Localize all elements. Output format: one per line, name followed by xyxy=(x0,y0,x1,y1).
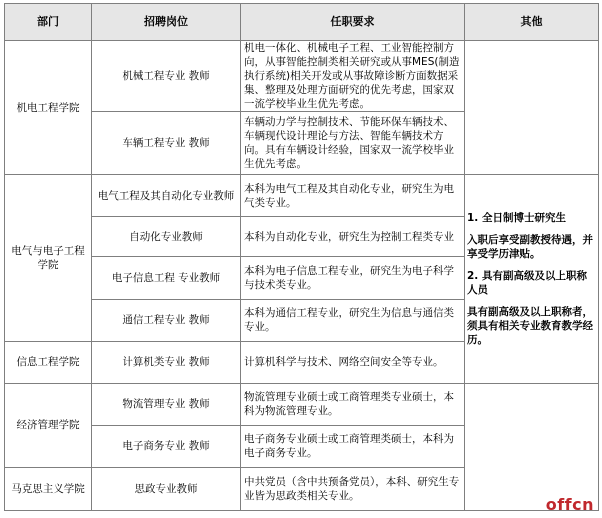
requirement-cell: 电子商务专业硕士或工商管理类硕士，本科为电子商务专业。 xyxy=(241,425,465,467)
watermark-logo: offcn xyxy=(545,495,594,514)
department-cell: 信息工程学院 xyxy=(5,341,92,383)
department-cell: 机电工程学院 xyxy=(5,41,92,175)
other-line-3: 2. 具有副高级及以上职称人员 xyxy=(467,269,587,296)
position-cell: 自动化专业教师 xyxy=(92,217,241,257)
recruitment-table xyxy=(4,3,599,511)
position-cell: 电气工程及其自动化专业教师 xyxy=(92,175,241,217)
header-position: 招聘岗位 xyxy=(92,4,241,41)
other-cell xyxy=(465,175,599,383)
position-cell: 电子商务专业 教师 xyxy=(92,425,241,467)
other-line-1: 1. 全日制博士研究生 xyxy=(467,211,566,224)
department-cell: 马克思主义学院 xyxy=(5,467,92,510)
position-cell: 车辆工程专业 教师 xyxy=(92,112,241,175)
position-cell: 物流管理专业 教师 xyxy=(92,383,241,425)
position-cell: 电子信息工程 专业教师 xyxy=(92,257,241,299)
position-cell: 通信工程专业 教师 xyxy=(92,299,241,341)
table-row xyxy=(5,41,599,112)
department-cell: 经济管理学院 xyxy=(5,383,92,467)
header-row xyxy=(5,4,599,41)
other-line-4: 具有副高级及以上职称者，须具有相关专业教育教学经历。 xyxy=(467,305,593,346)
requirement-cell: 物流管理专业硕士或工商管理类专业硕士，本科为物流管理专业。 xyxy=(241,383,465,425)
position-cell: 计算机类专业 教师 xyxy=(92,341,241,383)
requirement-cell: 本科为电子信息工程专业，研究生为电子科学与技术类专业。 xyxy=(241,257,465,299)
table-row xyxy=(5,383,599,425)
header-department: 部门 xyxy=(5,4,92,41)
position-cell: 思政专业教师 xyxy=(92,467,241,510)
other-cell-empty xyxy=(465,383,599,510)
header-other: 其他 xyxy=(465,4,599,41)
other-cell-empty xyxy=(465,41,599,175)
requirement-cell: 计算机科学与技术、网络空间安全等专业。 xyxy=(241,341,465,383)
requirement-cell: 本科为电气工程及其自动化专业，研究生为电气类专业。 xyxy=(241,175,465,217)
requirement-cell: 机电一体化、机械电子工程、工业智能控制方向，从事智能控制类相关研究或从事MES(制造执行系统)相关开发或从事故障诊断方面数据采集、整理及处理方面研究的优先考虑，国家双一流学校毕业生优先考虑。 xyxy=(241,41,465,112)
requirement-cell: 本科为通信工程专业，研究生为信息与通信类专业。 xyxy=(241,299,465,341)
other-line-2: 入职后享受副教授待遇，并享受学历津贴。 xyxy=(467,233,593,260)
position-cell: 机械工程专业 教师 xyxy=(92,41,241,112)
requirement-cell: 本科为自动化专业，研究生为控制工程类专业 xyxy=(241,217,465,257)
table-row xyxy=(5,175,599,217)
header-requirement: 任职要求 xyxy=(241,4,465,41)
department-cell: 电气与电子工程学院 xyxy=(5,175,92,341)
requirement-cell: 车辆动力学与控制技术、节能环保车辆技术、车辆现代设计理论与方法、智能车辆技术方向。具有车辆设计经验，国家双一流学校毕业生优先考虑。 xyxy=(241,112,465,175)
requirement-cell: 中共党员（含中共预备党员），本科、研究生专业皆为思政类相关专业。 xyxy=(241,467,465,510)
